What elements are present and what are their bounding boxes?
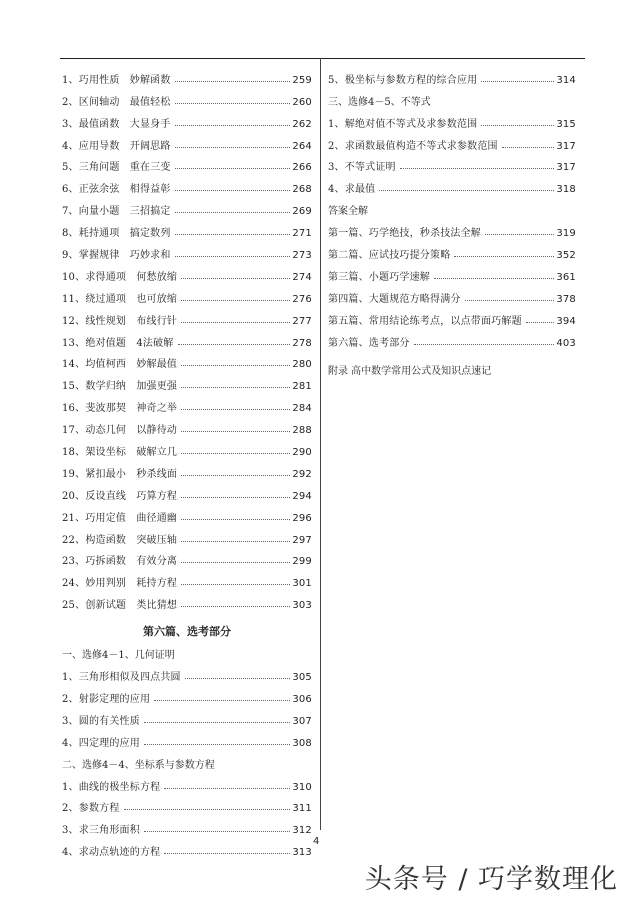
toc-entry-title: 5、三角问题 重在三变 [62,158,173,173]
toc-entry-title: 5、极坐标与参数方程的综合应用 [328,71,479,86]
appendix-entry[interactable]: 附录 高中数学常用公式及知识点速记 [328,365,492,377]
leader-dots [414,344,555,345]
leader-dots [502,147,555,148]
toc-entry-title: 9、掌握规律 巧妙求和 [62,246,173,261]
toc-entry-page: 276 [292,293,312,305]
toc-entry-page: 259 [292,74,312,86]
toc-entry[interactable] [62,283,312,305]
leader-dots [434,278,554,279]
leader-dots [175,234,291,235]
toc-entry-page: 264 [292,140,312,152]
toc-entry-title: 6、正弦余弦 相得益彰 [62,180,173,195]
toc-entry-title: 第六篇、选考部分 [328,334,412,349]
toc-entry[interactable] [328,261,576,283]
toc-entry-page: 317 [556,140,576,152]
toc-entry-page: 312 [292,825,312,837]
toc-entry-title: 第五篇、常用结论练考点，以点带面巧解题 [328,312,524,327]
leader-dots [178,344,291,345]
toc-entry-page: 294 [292,490,312,502]
toc-entry-page: 403 [556,337,576,349]
toc-entry[interactable] [328,64,576,86]
toc-entry-title: 25、创新试题 类比猜想 [62,596,179,611]
toc-entry-title: 11、绕过通项 也可放缩 [62,290,179,305]
toc-entry[interactable] [328,152,576,174]
toc-entry[interactable] [62,683,312,705]
toc-entry-page: 281 [292,381,312,393]
toc-entry[interactable] [62,261,312,283]
toc-entry-page: 278 [292,337,312,349]
toc-entry-title: 1、巧用性质 妙解函数 [62,71,173,86]
leader-dots [181,519,290,520]
leader-dots [400,168,555,169]
toc-entry[interactable] [62,195,312,217]
toc-entry-title: 18、架设坐标 破解立几 [62,443,179,458]
part6-heading: 第六篇、选考部分 [143,625,231,639]
toc-entry-page: 394 [556,315,576,327]
toc-entry-page: 361 [556,271,576,283]
leader-dots [181,365,290,366]
toc-entry[interactable] [62,239,312,261]
leader-dots [185,678,291,679]
leader-dots [181,387,290,388]
leader-dots [181,322,290,323]
leader-dots [175,212,291,213]
leader-dots [175,147,291,148]
page-number: 4 [313,836,320,847]
toc-entry-title: 17、动态几何 以静待动 [62,421,179,436]
leader-dots [175,190,291,191]
toc-entry-title: 14、均值柯西 妙解最值 [62,355,179,370]
toc-entry-title: 7、向量小题 三招搞定 [62,202,173,217]
toc-entry-page: 280 [292,359,312,371]
answers-heading: 答案全解 [328,206,368,218]
toc-entry[interactable] [62,771,312,793]
toc-entry-page: 296 [292,512,312,524]
toc-entry-page: 292 [292,468,312,480]
toc-entry-page: 277 [292,315,312,327]
toc-entry-page: 284 [292,403,312,415]
toc-entry-title: 4、四定理的应用 [62,734,142,749]
leader-dots [144,831,290,832]
toc-entry-page: 288 [292,425,312,437]
toc-entry[interactable] [62,217,312,239]
toc-entry-page: 317 [556,162,576,174]
leader-dots [181,300,290,301]
right-column [328,64,576,377]
toc-entry-page: 301 [292,578,312,590]
leader-dots [481,81,554,82]
toc-entry[interactable] [328,217,576,239]
toc-entry-title: 21、巧用定值 曲径通幽 [62,509,179,524]
toc-entry-page: 311 [292,803,312,815]
leader-dots [465,300,555,301]
toc-entry[interactable] [62,152,312,174]
leader-dots [481,125,554,126]
toc-entry-page: 310 [292,781,312,793]
toc-entry[interactable] [62,349,312,371]
toc-entry-title: 1、解绝对值不等式及求参数范围 [328,115,479,130]
toc-entry[interactable] [62,524,312,546]
toc-entry-title: 2、求函数最值构造不等式求参数范围 [328,137,500,152]
toc-entry-title: 第四篇、大题规范方略得满分 [328,290,463,305]
leader-dots [124,809,291,810]
leader-dots [181,562,290,563]
toc-entry[interactable] [62,370,312,392]
leader-dots [164,788,290,789]
toc-list-answers [328,217,576,348]
left-column [62,64,312,858]
toc-entry[interactable] [328,327,576,349]
toc-entry[interactable] [62,392,312,414]
toc-entry-page: 297 [292,534,312,546]
toc-entry-title: 第二篇、应试技巧提分策略 [328,246,452,261]
leader-dots [485,234,554,235]
leader-dots [175,103,291,104]
toc-entry[interactable] [62,130,312,152]
toc-list-geometry [62,661,312,749]
toc-entry-title: 3、不等式证明 [328,158,398,173]
toc-entry-title: 24、妙用判别 耗持方程 [62,574,179,589]
toc-entry-page: 305 [292,672,312,684]
toc-entry-page: 318 [556,184,576,196]
leader-dots [181,453,290,454]
toc-entry[interactable] [62,108,312,130]
toc-entry[interactable] [62,480,312,502]
toc-entry[interactable] [328,305,576,327]
toc-entry-title: 19、紧扣最小 秒杀线面 [62,465,179,480]
toc-entry-title: 4、求最值 [328,180,377,195]
toc-list-main [62,64,312,611]
toc-entry-page: 352 [556,250,576,262]
toc-entry-page: 274 [292,271,312,283]
toc-entry-page: 290 [292,447,312,459]
toc-entry[interactable] [62,327,312,349]
toc-entry-page: 299 [292,556,312,568]
section-inequality: 三、选修4－5、不等式 [328,96,431,108]
toc-entry-page: 307 [292,715,312,727]
toc-entry-page: 271 [292,228,312,240]
leader-dots [454,256,554,257]
leader-dots [181,475,290,476]
toc-entry-title: 16、斐波那契 神奇之举 [62,399,179,414]
toc-entry-page: 378 [556,293,576,305]
toc-entry[interactable] [62,86,312,108]
toc-entry-title: 8、耗持通项 搞定数列 [62,224,173,239]
toc-entry-title: 3、圆的有关性质 [62,712,142,727]
toc-entry[interactable] [328,173,576,195]
toc-entry[interactable] [62,705,312,727]
toc-entry[interactable] [62,546,312,568]
toc-entry-title: 22、构造函数 突破压轴 [62,531,179,546]
section-geometry: 一、选修4－1、几何证明 [62,650,175,662]
leader-dots [526,322,555,323]
column-divider [320,58,321,830]
leader-dots [181,584,290,585]
toc-entry-title: 15、数学归纳 加强更强 [62,377,179,392]
toc-entry-page: 315 [556,118,576,130]
toc-entry-title: 13、绝对值题 4法破解 [62,334,176,349]
leader-dots [181,497,290,498]
toc-entry[interactable] [62,661,312,683]
toc-entry-title: 10、求得通项 何愁放缩 [62,268,179,283]
leader-dots [175,81,291,82]
leader-dots [181,606,290,607]
leader-dots [181,431,290,432]
toc-entry-page: 306 [292,693,312,705]
leader-dots [154,700,290,701]
toc-entry[interactable] [62,458,312,480]
toc-entry-title: 第一篇、巧学绝技，秒杀技法全解 [328,224,483,239]
leader-dots [175,256,291,257]
toc-entry-title: 23、巧拆函数 有效分离 [62,552,179,567]
toc-entry-page: 319 [556,228,576,240]
toc-entry[interactable] [62,173,312,195]
toc-entry[interactable] [62,814,312,836]
toc-entry-page: 268 [292,184,312,196]
toc-entry[interactable] [62,64,312,86]
toc-entry[interactable] [62,589,312,611]
toc-entry[interactable] [328,239,576,261]
leader-dots [164,853,290,854]
toc-entry-title: 3、最值函数 大显身手 [62,115,173,130]
toc-entry-page: 273 [292,250,312,262]
watermark: 头条号 / 巧学数理化 [364,864,618,895]
leader-dots [144,722,290,723]
toc-entry-title: 20、反设直线 巧算方程 [62,487,179,502]
toc-entry-page: 308 [292,737,312,749]
toc-entry-page: 314 [556,74,576,86]
toc-entry-title: 2、参数方程 [62,799,122,814]
leader-dots [181,278,290,279]
leader-dots [379,190,554,191]
leader-dots [181,409,290,410]
toc-entry-page: 266 [292,162,312,174]
toc-entry[interactable] [328,283,576,305]
toc-entry[interactable] [62,836,312,858]
toc-entry-title: 2、区间轴动 最值轻松 [62,93,173,108]
toc-entry-title: 1、曲线的极坐标方程 [62,778,162,793]
toc-entry[interactable] [62,502,312,524]
toc-list-polar [62,771,312,859]
toc-entry-page: 260 [292,96,312,108]
toc-entry-title: 1、三角形相似及四点共圆 [62,668,183,683]
top-rule [60,58,585,59]
toc-entry[interactable] [62,793,312,815]
leader-dots [175,125,291,126]
toc-entry-title: 4、求动点轨迹的方程 [62,843,162,858]
toc-entry-page: 262 [292,118,312,130]
section-polar: 二、选修4－4、坐标系与参数方程 [62,759,215,771]
toc-entry[interactable] [328,108,576,130]
toc-entry-title: 2、射影定理的应用 [62,690,152,705]
leader-dots [181,541,290,542]
toc-entry-page: 269 [292,206,312,218]
leader-dots [175,168,291,169]
toc-entry[interactable] [62,567,312,589]
toc-entry-page: 313 [292,847,312,859]
toc-entry[interactable] [328,130,576,152]
toc-entry[interactable] [62,414,312,436]
toc-entry[interactable] [62,727,312,749]
toc-entry-page: 303 [292,600,312,612]
toc-entry-title: 4、应用导数 开阔思路 [62,137,173,152]
toc-entry-title: 第三篇、小题巧学速解 [328,268,432,283]
toc-entry-title: 3、求三角形面积 [62,821,142,836]
toc-list-inequality [328,108,576,196]
toc-entry-title: 12、线性规划 布线行针 [62,312,179,327]
toc-entry[interactable] [62,436,312,458]
leader-dots [144,744,290,745]
toc-entry[interactable] [62,305,312,327]
